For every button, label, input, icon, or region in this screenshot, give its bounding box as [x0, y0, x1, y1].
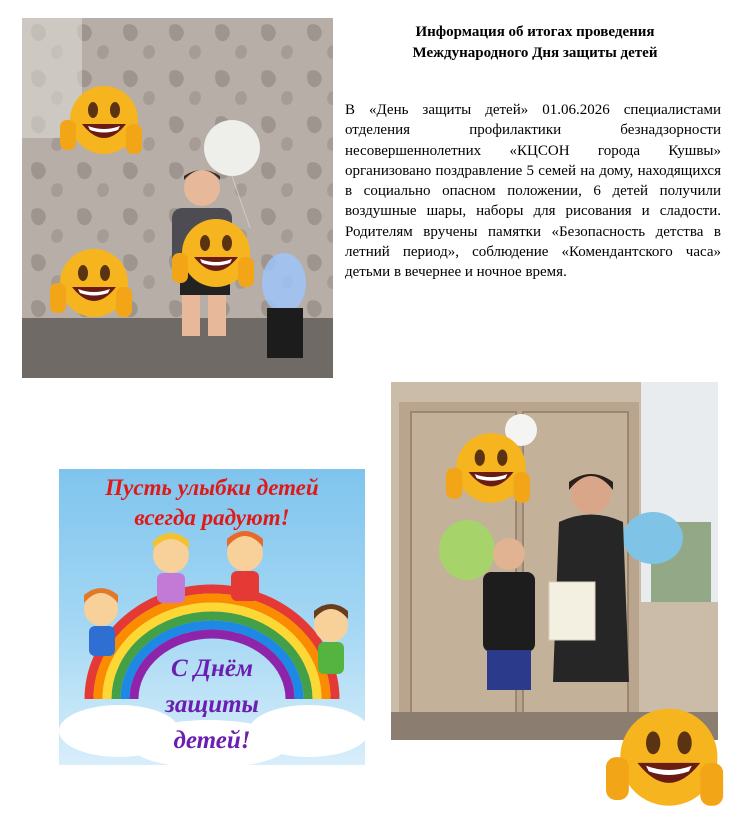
thumbs-up-smiley-icon	[60, 80, 144, 164]
poster-bottom-line-3: детей!	[173, 727, 251, 754]
childrens-day-poster	[59, 469, 365, 765]
title-line-2: Международного Дня защиты детей	[412, 45, 658, 61]
thumbs-up-smiley-icon	[606, 700, 726, 820]
thumbs-up-smiley-icon	[50, 243, 134, 327]
poster-top-line-2: всегда радуют!	[134, 505, 290, 530]
photo-family-illustration	[391, 382, 718, 740]
poster-bottom-line-2: защиты	[165, 691, 259, 718]
title-line-1: Информация об итогах проведения	[415, 24, 655, 40]
thumbs-up-smiley-icon	[172, 213, 256, 297]
photo-boy-with-balloon	[22, 18, 333, 378]
document-title	[350, 22, 720, 64]
poster-top-line-1: Пусть улыбки детей	[105, 475, 319, 500]
photo-woman-and-boy	[391, 382, 718, 740]
thumbs-up-smiley-icon	[446, 427, 532, 513]
report-paragraph: В «День защиты детей» 01.06.2026 специалистами отделения профилактики безнадзорности несовершеннолетних «КЦСОН города Кушвы» организовано поздравление 5 семей на дому, находящихся в социально опасном положении, 6 детей получили воздушные шары, наборы для рисования и сладости. Родителям вручены памятки «Безопасность детства в летний период», соблюдение «Комендантского часа» детьми в вечернее и ночное время.	[345, 102, 721, 281]
poster-bottom-line-1: С Днём	[170, 655, 254, 682]
